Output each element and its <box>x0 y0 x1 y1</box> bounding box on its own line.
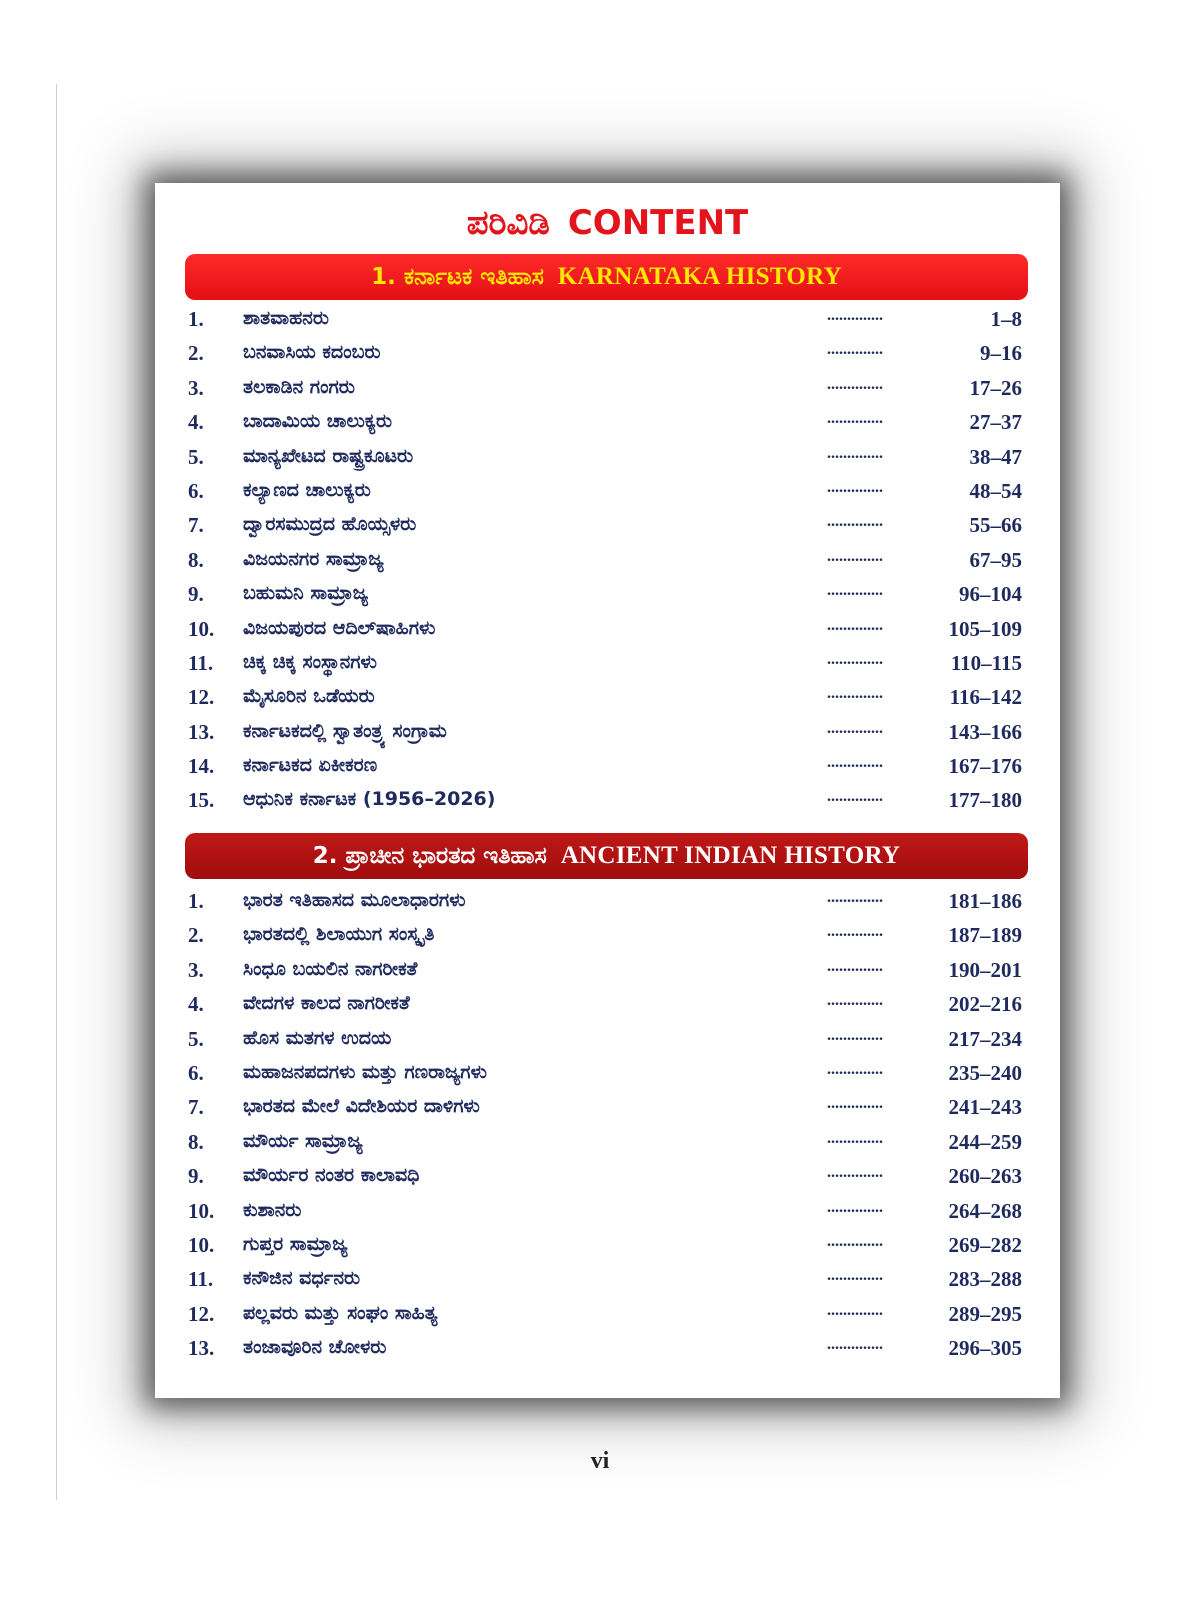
entry-number: 2. <box>188 341 204 366</box>
toc-entry <box>155 1126 1060 1160</box>
entry-leader-dots: .............. <box>827 1336 883 1354</box>
entry-page-range: 177–180 <box>948 788 1022 813</box>
entry-page-range: 289–295 <box>948 1301 1022 1326</box>
section-title-kannada: ಕರ್ನಾಟಕ ಇತಿಹಾಸ <box>403 264 544 290</box>
toc-entry <box>155 372 1060 406</box>
entry-number: 3. <box>188 375 204 400</box>
entry-number: 7. <box>188 1095 204 1120</box>
entry-number: 7. <box>188 513 204 538</box>
page-title <box>155 201 1060 245</box>
entry-title: ಕನೌಜಿನ ವರ್ಧನರು <box>243 1267 361 1290</box>
entry-number: 12. <box>188 685 215 710</box>
entry-title: ಮೌರ್ಯರ ನಂತರ ಕಾಲಾವಧಿ <box>243 1164 420 1187</box>
toc-entry <box>155 406 1060 440</box>
entry-title: ಭಾರತ ಇತಿಹಾಸದ ಮೂಲಾಧಾರಗಳು <box>243 889 466 911</box>
entry-page-range: 202–216 <box>948 992 1022 1017</box>
entry-number: 5. <box>188 1026 204 1051</box>
entry-number: 12. <box>188 1301 215 1326</box>
entry-page-range: 260–263 <box>948 1164 1022 1189</box>
entry-page-range: 48–54 <box>969 478 1022 503</box>
entry-number: 10. <box>188 1232 215 1257</box>
entry-title: ಕರ್ನಾಟಕದ ಏಕೀಕರಣ <box>243 754 378 777</box>
entry-title: ಶಾತವಾಹನರು <box>243 307 329 329</box>
entry-number: 4. <box>188 992 204 1017</box>
toc-entry <box>155 784 1060 818</box>
toc-entry <box>155 613 1060 647</box>
entry-leader-dots: .............. <box>827 1129 883 1147</box>
toc-entry <box>155 681 1060 715</box>
entry-title: ವೇದಗಳ ಕಾಲದ ನಾಗರೀಕತೆ <box>243 992 410 1015</box>
entry-number: 3. <box>188 957 204 982</box>
entry-title: ಕುಶಾನರು <box>243 1198 302 1221</box>
entry-leader-dots: .............. <box>827 719 883 737</box>
entry-leader-dots: .............. <box>827 650 883 668</box>
entry-leader-dots: .............. <box>827 616 883 634</box>
toc-entry <box>155 919 1060 953</box>
entry-number: 6. <box>188 1060 204 1085</box>
entry-page-range: 116–142 <box>949 685 1022 710</box>
entry-title: ಮಹಾಜನಪದಗಳು ಮತ್ತು ಗಣರಾಜ್ಯಗಳು <box>243 1060 487 1083</box>
entry-number: 11. <box>188 1267 214 1292</box>
toc-entry <box>155 441 1060 475</box>
section-number: 2. <box>312 843 338 869</box>
entry-title: ಪಲ್ಲವರು ಮತ್ತು ಸಂಘಂ ಸಾಹಿತ್ಯ <box>243 1301 438 1324</box>
entry-number: 6. <box>188 478 204 503</box>
entry-leader-dots: .............. <box>827 1267 883 1285</box>
entry-page-range: 244–259 <box>948 1129 1022 1154</box>
section-number: 1. <box>371 264 396 290</box>
title-kannada: ಪರಿವಿಡಿ <box>466 203 550 243</box>
entry-number: 2. <box>188 923 204 948</box>
entry-leader-dots: .............. <box>827 513 883 531</box>
section-header-ancient-indian-history <box>185 833 1028 879</box>
toc-entry <box>155 475 1060 509</box>
entry-number: 5. <box>188 444 204 469</box>
toc-entry <box>155 716 1060 750</box>
entry-leader-dots: .............. <box>827 1060 883 1078</box>
entry-leader-dots: .............. <box>827 685 883 703</box>
contents-panel <box>155 183 1060 1398</box>
entry-page-range: 167–176 <box>948 754 1022 779</box>
entry-leader-dots: .............. <box>827 410 883 428</box>
entry-title: ತಂಜಾವೂರಿನ ಚೋಳರು <box>243 1336 387 1359</box>
entry-title: ಬಾದಾಮಿಯ ಚಾಲುಕ್ಯರು <box>243 410 393 433</box>
entry-page-range: 105–109 <box>948 616 1022 641</box>
entry-title: ಬನವಾಸಿಯ ಕದಂಬರು <box>243 341 381 364</box>
entry-page-range: 55–66 <box>969 513 1022 538</box>
toc-entry <box>155 303 1060 337</box>
toc-entry <box>155 337 1060 371</box>
entry-leader-dots: .............. <box>827 889 883 906</box>
entry-page-range: 241–243 <box>948 1095 1022 1120</box>
entry-title: ತಲಕಾಡಿನ ಗಂಗರು <box>243 375 355 398</box>
entry-title: ಭಾರತದ ಮೇಲೆ ವಿದೇಶಿಯರ ದಾಳಿಗಳು <box>243 1095 480 1118</box>
toc-entry <box>155 1263 1060 1297</box>
entry-leader-dots: .............. <box>827 375 883 393</box>
entry-page-range: 1–8 <box>990 307 1022 331</box>
entry-leader-dots: .............. <box>827 547 883 565</box>
entry-leader-dots: .............. <box>827 444 883 462</box>
entry-leader-dots: .............. <box>827 1198 883 1216</box>
entry-page-range: 38–47 <box>969 444 1022 469</box>
section-list-ancient-indian-history <box>155 885 1060 1366</box>
section-header-karnataka-history <box>185 254 1028 300</box>
toc-entry <box>155 1057 1060 1091</box>
entry-leader-dots: .............. <box>827 1164 883 1182</box>
entry-number: 13. <box>188 1336 215 1361</box>
entry-page-range: 283–288 <box>948 1267 1022 1292</box>
entry-title: ಸಿಂಧೂ ಬಯಲಿನ ನಾಗರೀಕತೆ <box>243 957 418 980</box>
entry-page-range: 27–37 <box>969 410 1022 435</box>
entry-leader-dots: .............. <box>827 478 883 496</box>
entry-number: 8. <box>188 547 204 572</box>
entry-number: 10. <box>188 616 215 641</box>
entry-page-range: 235–240 <box>948 1060 1022 1085</box>
entry-title: ಬಹುಮನಿ ಸಾಮ್ರಾಜ್ಯ <box>243 582 369 605</box>
entry-number: 15. <box>188 788 215 813</box>
entry-title: ವಿಜಯನಗರ ಸಾಮ್ರಾಜ್ಯ <box>243 547 384 570</box>
entry-title: ಕಲ್ಯಾಣದ ಚಾಲುಕ್ಯರು <box>243 478 371 501</box>
entry-title: ಮೈಸೂರಿನ ಒಡೆಯರು <box>243 685 375 708</box>
toc-entry <box>155 1195 1060 1229</box>
toc-entry <box>155 1229 1060 1263</box>
entry-page-range: 269–282 <box>948 1232 1022 1257</box>
toc-entry <box>155 885 1060 919</box>
entry-number: 14. <box>188 754 215 779</box>
entry-leader-dots: .............. <box>827 992 883 1010</box>
entry-number: 10. <box>188 1198 215 1223</box>
entry-number: 9. <box>188 1164 204 1189</box>
entry-leader-dots: .............. <box>827 1301 883 1319</box>
toc-entry <box>155 1160 1060 1194</box>
toc-entry <box>155 509 1060 543</box>
entry-title: ಭಾರತದಲ್ಲಿ ಶಿಲಾಯುಗ ಸಂಸ್ಕೃತಿ <box>243 923 435 946</box>
section-title-english: KARNATAKA HISTORY <box>557 263 842 290</box>
entry-number: 9. <box>188 582 204 607</box>
entry-leader-dots: .............. <box>827 957 883 975</box>
entry-leader-dots: .............. <box>827 1232 883 1250</box>
entry-leader-dots: .............. <box>827 1095 883 1113</box>
section-title-english: ANCIENT INDIAN HISTORY <box>560 842 901 869</box>
entry-title: ಹೊಸ ಮತಗಳ ಉದಯ <box>243 1026 392 1049</box>
entry-title: ದ್ವಾರಸಮುದ್ರದ ಹೊಯ್ಸಳರು <box>243 513 417 536</box>
entry-page-range: 181–186 <box>948 889 1022 913</box>
entry-title: ಕರ್ನಾಟಕದಲ್ಲಿ ಸ್ವಾತಂತ್ರ್ಯ ಸಂಗ್ರಾಮ <box>243 719 447 742</box>
entry-title: ಚಿಕ್ಕ ಚಿಕ್ಕ ಸಂಸ್ಥಾನಗಳು <box>243 650 377 673</box>
entry-page-range: 17–26 <box>969 375 1022 400</box>
entry-number: 4. <box>188 410 204 435</box>
entry-leader-dots: .............. <box>827 582 883 600</box>
toc-entry <box>155 647 1060 681</box>
entry-number: 11. <box>188 650 214 675</box>
toc-entry <box>155 544 1060 578</box>
toc-entry <box>155 1332 1060 1366</box>
section-list-karnataka-history <box>155 303 1060 819</box>
toc-entry <box>155 954 1060 988</box>
entry-page-range: 67–95 <box>969 547 1022 572</box>
section-title-kannada: ಪ್ರಾಚೀನ ಭಾರತದ ಇತಿಹಾಸ <box>345 843 547 869</box>
entry-number: 8. <box>188 1129 204 1154</box>
entry-title: ಗುಪ್ತರ ಸಾಮ್ರಾಜ್ಯ <box>243 1232 348 1255</box>
entry-page-range: 217–234 <box>948 1026 1022 1051</box>
entry-leader-dots: .............. <box>827 341 883 359</box>
entry-leader-dots: .............. <box>827 754 883 772</box>
entry-page-range: 143–166 <box>948 719 1022 744</box>
toc-entry <box>155 988 1060 1022</box>
entry-leader-dots: .............. <box>827 307 883 324</box>
toc-entry <box>155 1298 1060 1332</box>
entry-leader-dots: .............. <box>827 1026 883 1044</box>
title-english: CONTENT <box>567 203 749 243</box>
entry-page-range: 190–201 <box>948 957 1022 982</box>
entry-page-range: 264–268 <box>948 1198 1022 1223</box>
entry-title: ಆಧುನಿಕ ಕರ್ನಾಟಕ (1956–2026) <box>243 788 496 811</box>
toc-entry <box>155 1023 1060 1057</box>
entry-title: ಮೌರ್ಯ ಸಾಮ್ರಾಜ್ಯ <box>243 1129 363 1152</box>
entry-number: 1. <box>188 307 204 331</box>
entry-page-range: 296–305 <box>948 1336 1022 1361</box>
entry-page-range: 187–189 <box>948 923 1022 948</box>
page-binding-line <box>56 84 57 1500</box>
entry-page-range: 96–104 <box>959 582 1022 607</box>
entry-page-range: 110–115 <box>950 650 1022 675</box>
entry-title: ವಿಜಯಪುರದ ಆದಿಲ್‌ಷಾಹಿಗಳು <box>243 616 436 639</box>
entry-number: 13. <box>188 719 215 744</box>
entry-title: ಮಾನ್ಯಖೇಟದ ರಾಷ್ಟ್ರಕೂಟರು <box>243 444 414 467</box>
toc-entry <box>155 750 1060 784</box>
entry-page-range: 9–16 <box>980 341 1022 366</box>
toc-entry <box>155 1091 1060 1125</box>
entry-leader-dots: .............. <box>827 923 883 941</box>
toc-entry <box>155 578 1060 612</box>
entry-number: 1. <box>188 889 204 913</box>
entry-leader-dots: .............. <box>827 788 883 806</box>
page-number: vi <box>590 1448 610 1474</box>
